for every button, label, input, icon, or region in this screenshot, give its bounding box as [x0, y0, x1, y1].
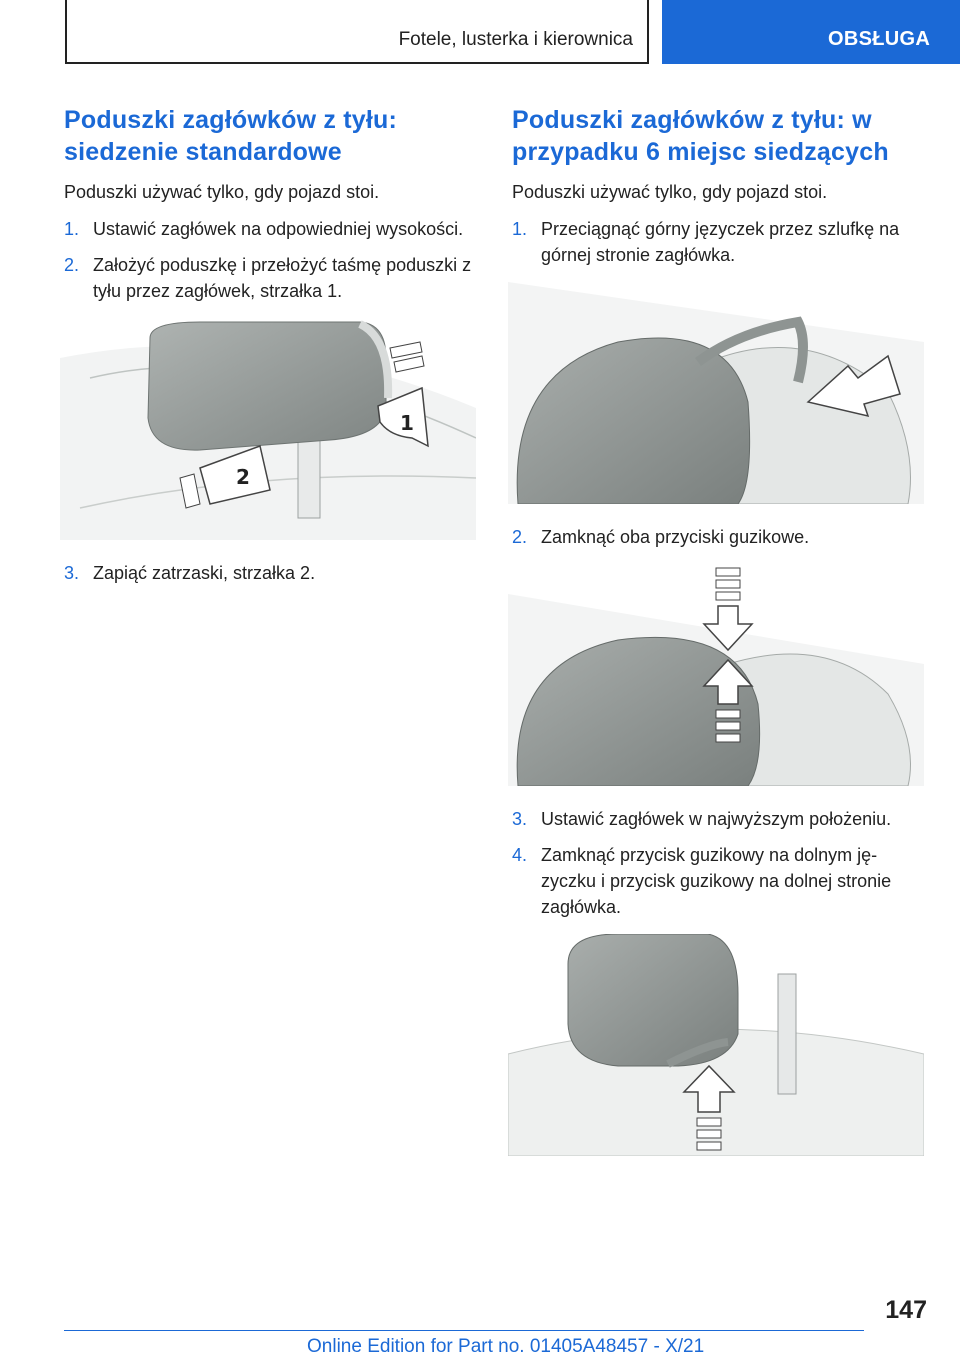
figure-label-2: 2: [236, 465, 250, 489]
headrest-figure-lower-button: [508, 934, 924, 1156]
right-step-2: [512, 524, 924, 550]
left-intro: Poduszki używać tylko, gdy pojazd stoi.: [64, 182, 380, 202]
section-title: Fotele, lusterka i kierownica: [398, 29, 633, 50]
right-column: [512, 104, 924, 1176]
step-number: 2.: [512, 527, 528, 547]
header-section-box: [65, 0, 649, 64]
step-number: 1.: [64, 219, 80, 239]
left-step-2: [64, 252, 476, 304]
chapter-tab[interactable]: OBSŁUGA: [662, 0, 960, 64]
step-text: Zapiąć zatrzaski, strzałka 2.: [93, 563, 316, 583]
headrest-figure-arrows-1-2: [60, 318, 476, 540]
step-number: 1.: [512, 219, 528, 239]
figure-label-1: 1: [400, 411, 414, 435]
right-heading: Poduszki zagłówków z tyłu: w przypadku 6 miejsc siedzących: [512, 106, 889, 166]
step-number: 3.: [64, 563, 80, 583]
step-text: Założyć poduszkę i przełożyć taśmę poduszki z tyłu przez zagłówek, strzałka 1.: [93, 255, 472, 301]
right-step-1: [512, 216, 924, 268]
right-intro: Poduszki używać tylko, gdy pojazd stoi.: [512, 182, 828, 202]
step-number: 4.: [512, 845, 528, 865]
footer-edition[interactable]: Online Edition for Part no. 01405A48457 - X/21: [307, 1336, 705, 1357]
headrest-figure-loop: [508, 282, 924, 504]
step-text: Przeciągnąć górny języczek przez szlufkę na górnej stronie zagłówka.: [541, 219, 900, 265]
step-number: 3.: [512, 809, 528, 829]
step-text: Ustawić zagłówek na odpowiedniej wysokości.: [93, 219, 464, 239]
step-number: 2.: [64, 255, 80, 275]
right-step-3: [512, 806, 924, 832]
headrest-figure-buttons: [508, 564, 924, 786]
page-number: 147: [885, 1296, 927, 1324]
left-heading: Poduszki zagłówków z tyłu: siedzenie standardowe: [64, 106, 398, 166]
footer-rule: [64, 1330, 864, 1331]
step-text: Ustawić zagłówek w najwyższym położeniu.: [541, 809, 892, 829]
right-step-4: [512, 842, 924, 920]
left-column: [64, 104, 476, 596]
left-step-3: [64, 560, 476, 586]
step-text: Zamknąć oba przyciski guzikowe.: [541, 527, 810, 547]
step-text: Zamknąć przycisk guzikowy na dolnym języczku i przycisk guzikowy na dolnej stronie zagłówka.: [541, 845, 892, 917]
left-step-1: [64, 216, 476, 242]
